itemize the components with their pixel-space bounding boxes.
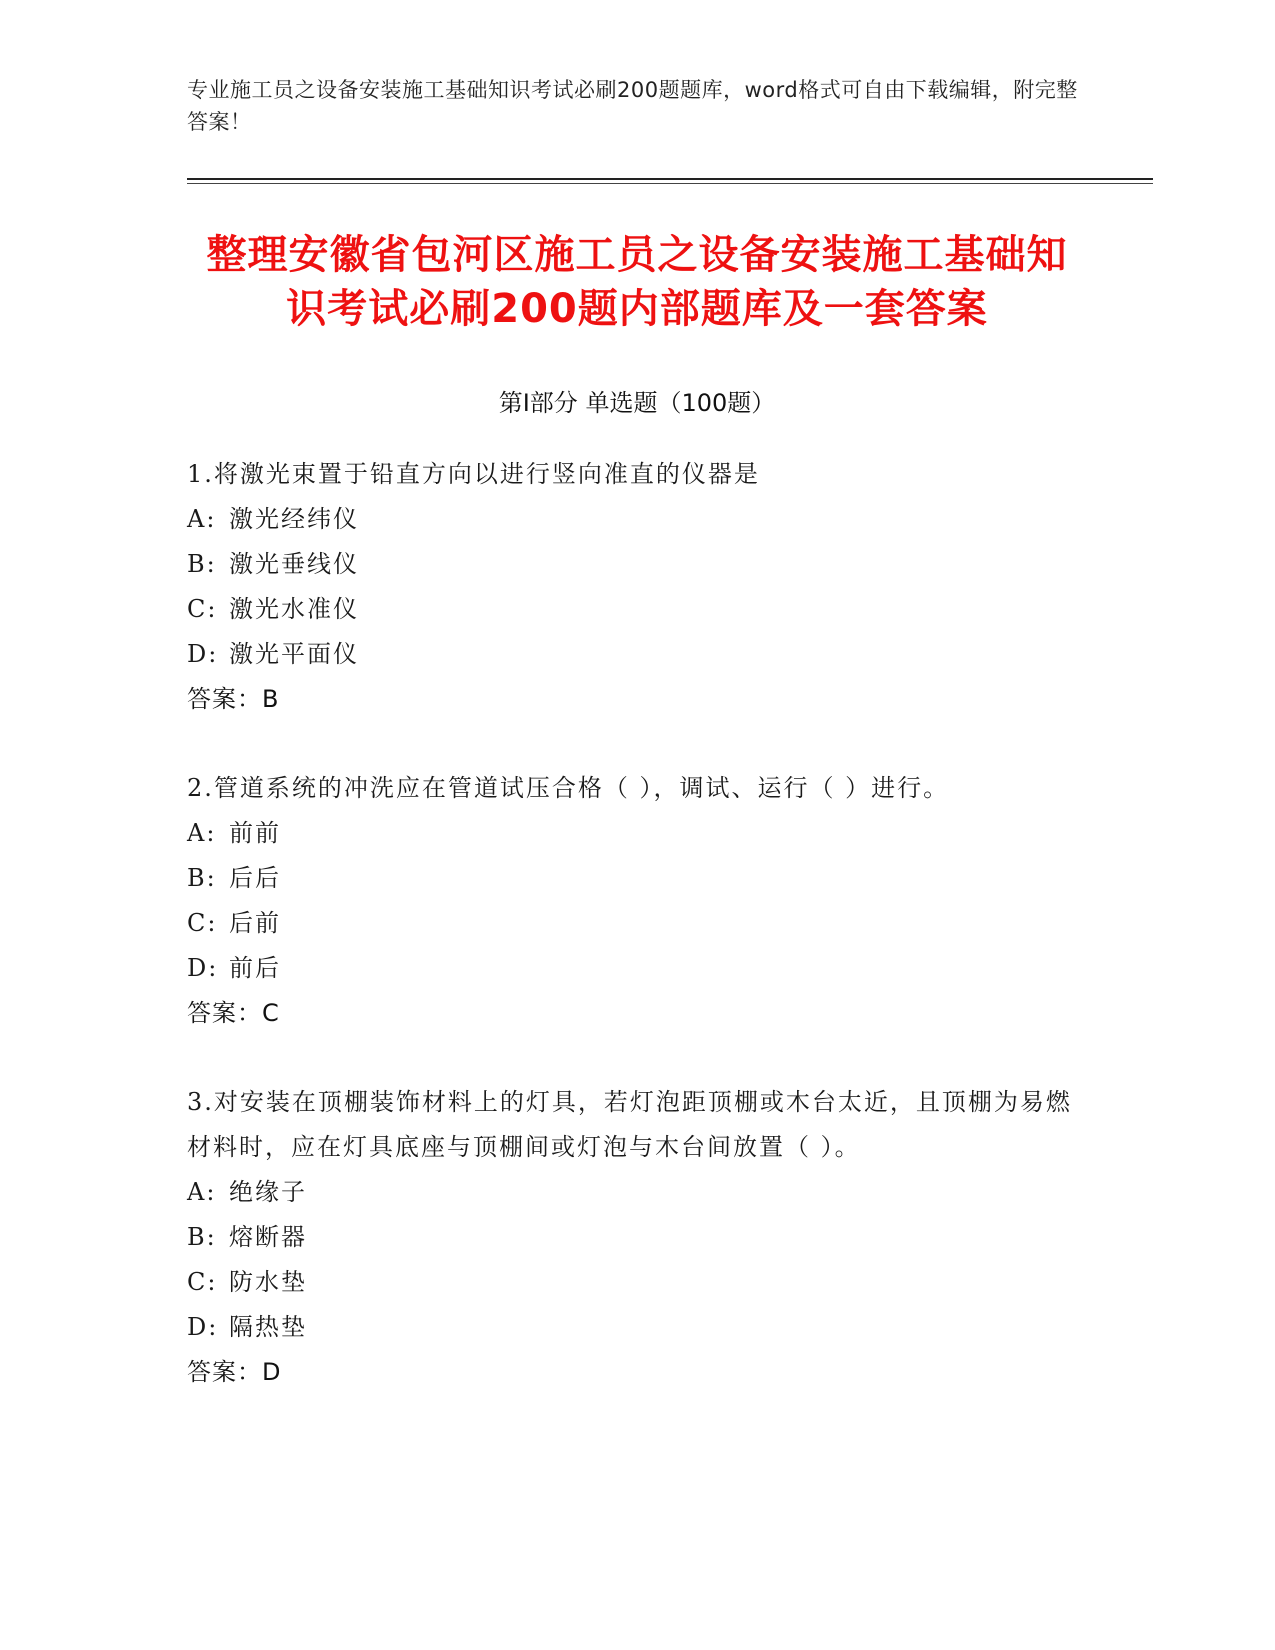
option-letter: B: bbox=[187, 1223, 217, 1251]
header-divider-thin bbox=[187, 183, 1153, 184]
option-letter: D: bbox=[187, 640, 219, 668]
answer-line: 答案：D bbox=[187, 1358, 282, 1386]
option-c bbox=[187, 1260, 1087, 1305]
option-text: 后前 bbox=[229, 909, 281, 937]
option-letter: B: bbox=[187, 550, 217, 578]
question-stem: 2.管道系统的冲洗应在管道试压合格（ ），调试、运行（ ）进行。 bbox=[187, 774, 950, 802]
option-text: 隔热垫 bbox=[229, 1313, 307, 1341]
option-d bbox=[187, 946, 1087, 991]
option-d bbox=[187, 1305, 1087, 1350]
question-1 bbox=[187, 452, 1087, 722]
option-b bbox=[187, 856, 1087, 901]
option-a bbox=[187, 1170, 1087, 1215]
header-note: 专业施工员之设备安装施工基础知识考试必刷200题题库，word格式可自由下载编辑，附完整答案！ bbox=[187, 78, 1078, 134]
header-divider-thick bbox=[187, 178, 1153, 180]
question-stem: 3.对安装在顶棚装饰材料上的灯具，若灯泡距顶棚或木台太近，且顶棚为易燃材料时，应在灯具底座与顶棚间或灯泡与木台间放置（ ）。 bbox=[187, 1088, 1072, 1161]
option-letter: C: bbox=[187, 909, 218, 937]
answer-line: 答案：B bbox=[187, 685, 280, 713]
option-letter: A: bbox=[187, 505, 217, 533]
option-d bbox=[187, 632, 1087, 677]
option-letter: C: bbox=[187, 595, 218, 623]
option-text: 激光垂线仪 bbox=[229, 550, 359, 578]
option-c bbox=[187, 901, 1087, 946]
option-text: 绝缘子 bbox=[229, 1178, 307, 1206]
option-c bbox=[187, 587, 1087, 632]
question-stem: 1.将激光束置于铅直方向以进行竖向准直的仪器是 bbox=[187, 460, 760, 488]
option-text: 激光水准仪 bbox=[229, 595, 359, 623]
option-text: 激光经纬仪 bbox=[229, 505, 359, 533]
answer-line: 答案：C bbox=[187, 999, 280, 1027]
option-b bbox=[187, 542, 1087, 587]
option-text: 前前 bbox=[229, 819, 281, 847]
section-heading: 第Ⅰ部分 单选题（100题） bbox=[498, 389, 776, 417]
option-letter: B: bbox=[187, 864, 217, 892]
option-letter: D: bbox=[187, 1313, 219, 1341]
option-letter: C: bbox=[187, 1268, 218, 1296]
option-text: 后后 bbox=[229, 864, 281, 892]
option-text: 防水垫 bbox=[229, 1268, 307, 1296]
option-a bbox=[187, 811, 1087, 856]
question-2 bbox=[187, 766, 1087, 1036]
option-letter: D: bbox=[187, 954, 219, 982]
option-text: 激光平面仪 bbox=[229, 640, 359, 668]
option-a bbox=[187, 497, 1087, 542]
option-text: 熔断器 bbox=[229, 1223, 307, 1251]
option-b bbox=[187, 1215, 1087, 1260]
question-3 bbox=[187, 1080, 1087, 1395]
document-title: 整理安徽省包河区施工员之设备安装施工基础知识考试必刷200题内部题库及一套答案 bbox=[206, 232, 1068, 332]
option-letter: A: bbox=[187, 819, 217, 847]
option-letter: A: bbox=[187, 1178, 217, 1206]
option-text: 前后 bbox=[229, 954, 281, 982]
